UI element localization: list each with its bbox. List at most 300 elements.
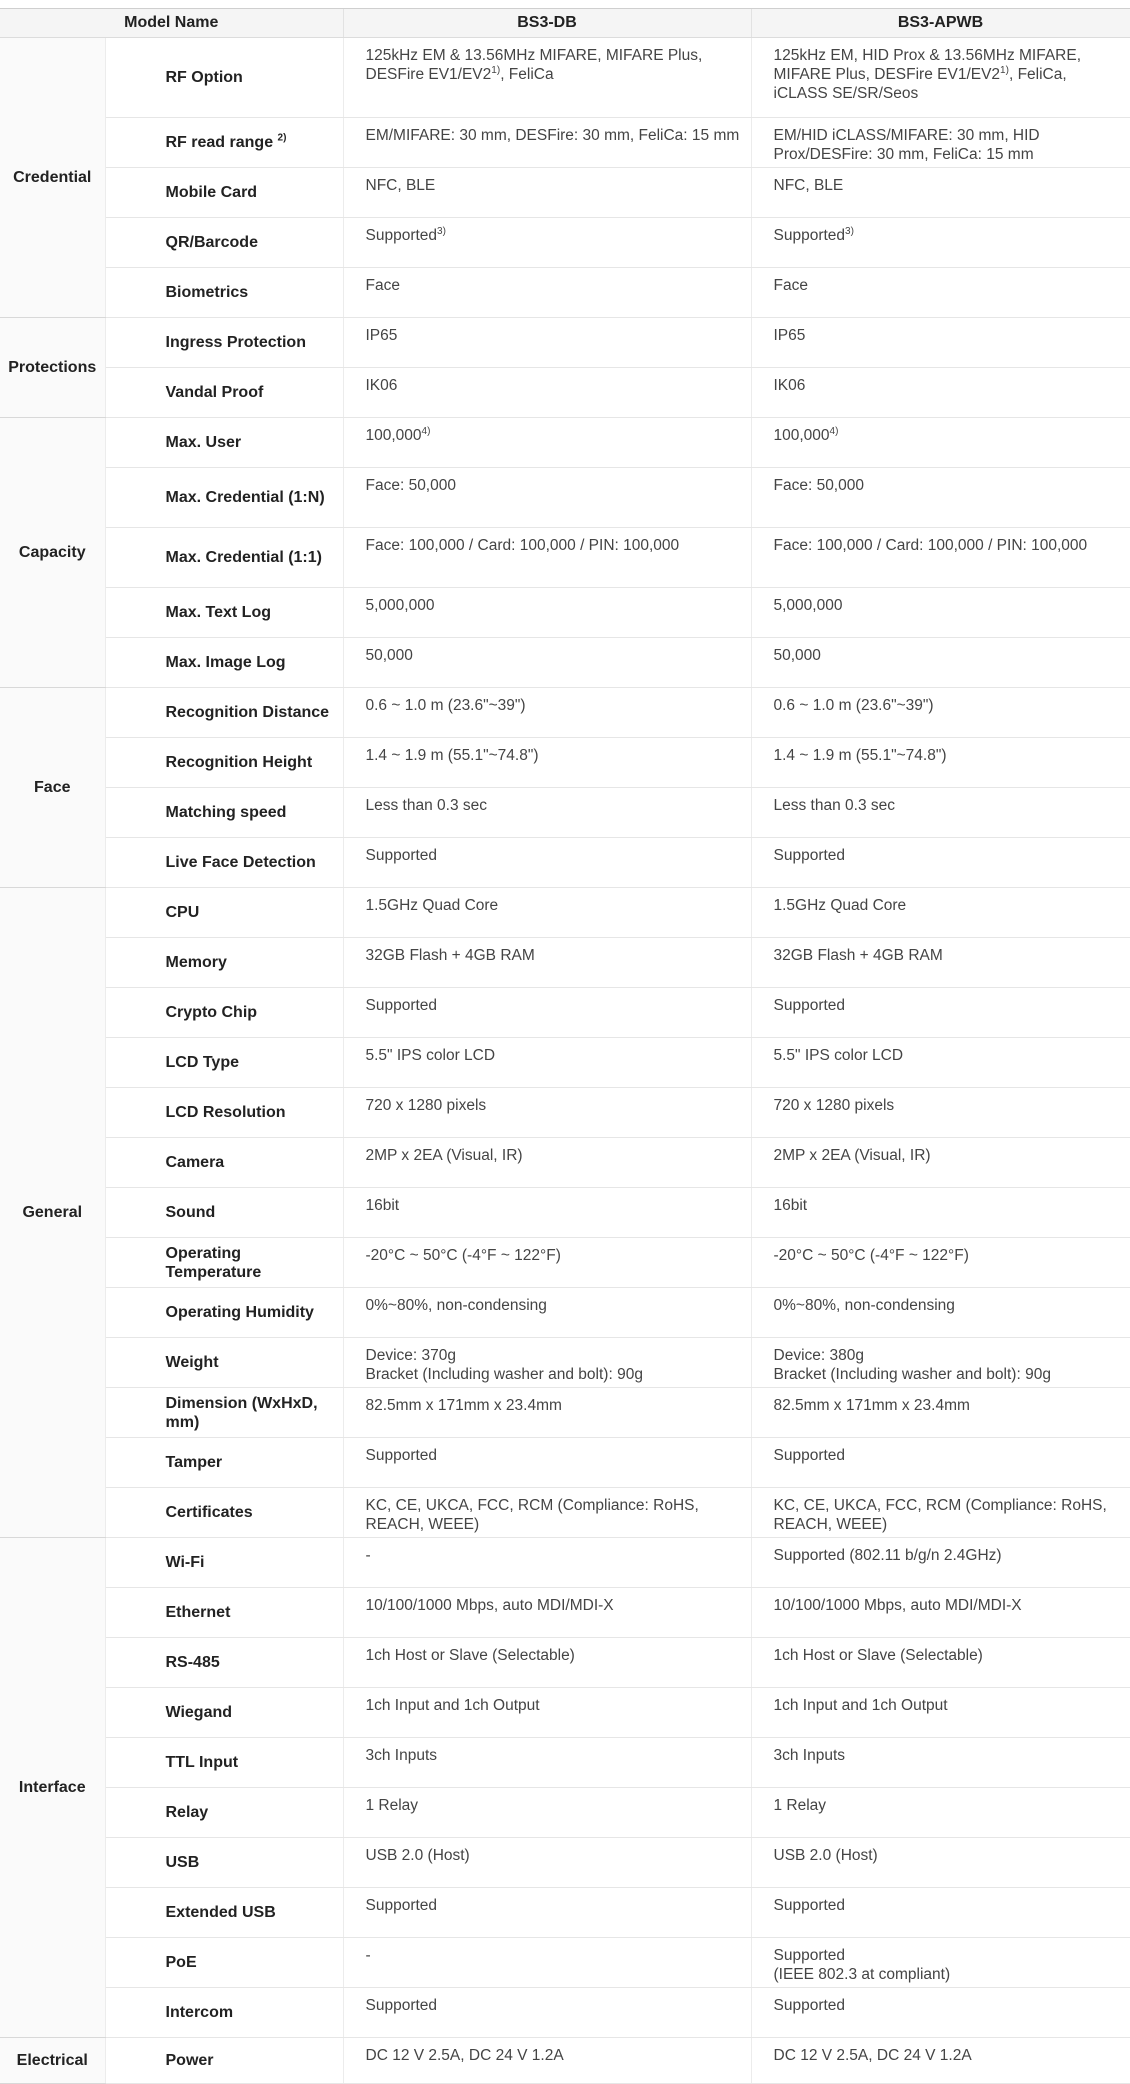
spec-label-text: Live Face Detection bbox=[165, 854, 316, 871]
value-bs3-db bbox=[343, 318, 751, 368]
spec-row-dimension-wxhxd-mm bbox=[0, 1388, 1130, 1438]
value-bs3-apwb bbox=[751, 688, 1130, 738]
value-bs3-apwb bbox=[751, 838, 1130, 888]
value-text: 1ch Input and 1ch Output bbox=[773, 1697, 948, 1714]
spec-label-text: RF read range bbox=[165, 134, 274, 151]
value-text: DC 12 V 2.5A, DC 24 V 1.2A bbox=[365, 2047, 564, 2064]
value-text: 16bit bbox=[773, 1197, 808, 1214]
spec-row-tamper bbox=[0, 1438, 1130, 1488]
spec-row-rf-option bbox=[0, 38, 1130, 118]
value-text: 125kHz EM & 13.56MHz MIFARE, MIFARE Plus, DESFire EV1/EV2 bbox=[365, 47, 703, 83]
value-text: 3ch Inputs bbox=[365, 1747, 438, 1764]
spec-row-relay bbox=[0, 1788, 1130, 1838]
spec-label-text: Ingress Protection bbox=[165, 334, 306, 351]
spec-row-recognition-distance bbox=[0, 688, 1130, 738]
spec-label-text: LCD Resolution bbox=[165, 1104, 286, 1121]
value-text: 1ch Host or Slave (Selectable) bbox=[365, 1647, 575, 1664]
spec-label bbox=[105, 2038, 343, 2084]
value-text: Face: 50,000 bbox=[773, 477, 864, 494]
spec-label bbox=[105, 1088, 343, 1138]
value-text: IK06 bbox=[365, 377, 398, 394]
value-text: Supported bbox=[773, 997, 846, 1014]
spec-row-matching-speed bbox=[0, 788, 1130, 838]
value-bs3-apwb bbox=[751, 1638, 1130, 1688]
value-bs3-apwb bbox=[751, 1838, 1130, 1888]
spec-row-ingress-protection bbox=[0, 318, 1130, 368]
value-bs3-apwb bbox=[751, 1488, 1130, 1538]
spec-label-text: Extended USB bbox=[165, 1904, 276, 1921]
value-text: USB 2.0 (Host) bbox=[773, 1847, 878, 1864]
value-bs3-apwb bbox=[751, 168, 1130, 218]
value-bs3-db bbox=[343, 38, 751, 118]
value-text: 1.5GHz Quad Core bbox=[365, 897, 499, 914]
spec-label bbox=[105, 1938, 343, 1988]
value-text: Less than 0.3 sec bbox=[365, 797, 487, 814]
value-bs3-db bbox=[343, 1238, 751, 1288]
value-bs3-db bbox=[343, 218, 751, 268]
value-text: Supported bbox=[365, 1997, 438, 2014]
value-bs3-db bbox=[343, 1188, 751, 1238]
spec-label bbox=[105, 1538, 343, 1588]
category-protections: Protections bbox=[0, 318, 105, 418]
spec-label-text: Max. Image Log bbox=[165, 654, 286, 671]
spec-label-text: Operating Humidity bbox=[165, 1304, 314, 1321]
spec-row-weight bbox=[0, 1338, 1130, 1388]
value-text: 2MP x 2EA (Visual, IR) bbox=[773, 1147, 931, 1164]
spec-label-text: Recognition Distance bbox=[165, 704, 330, 721]
top-spacer bbox=[0, 0, 1130, 9]
spec-row-lcd-resolution bbox=[0, 1088, 1130, 1138]
value-text: 82.5mm x 171mm x 23.4mm bbox=[773, 1397, 970, 1414]
spec-label-text: Max. Text Log bbox=[165, 604, 271, 621]
value-text: Face bbox=[365, 277, 400, 294]
spec-row-power bbox=[0, 2038, 1130, 2084]
value-bs3-apwb bbox=[751, 1288, 1130, 1338]
value-text: - bbox=[365, 1947, 371, 1964]
value-text: USB 2.0 (Host) bbox=[365, 1847, 470, 1864]
value-text: Supported bbox=[773, 1897, 846, 1914]
value-text: 100,000 bbox=[773, 427, 830, 444]
value-bs3-apwb bbox=[751, 1238, 1130, 1288]
value-bs3-db bbox=[343, 118, 751, 168]
value-text: IK06 bbox=[773, 377, 806, 394]
spec-label-text: PoE bbox=[165, 1954, 197, 1971]
spec-label bbox=[105, 268, 343, 318]
spec-label-text: Dimension (WxHxD, mm) bbox=[165, 1394, 318, 1431]
value-bs3-db bbox=[343, 468, 751, 528]
spec-label bbox=[105, 1638, 343, 1688]
spec-label bbox=[105, 1588, 343, 1638]
value-bs3-db bbox=[343, 1588, 751, 1638]
spec-label bbox=[105, 1188, 343, 1238]
value-bs3-apwb bbox=[751, 1338, 1130, 1388]
value-text: 720 x 1280 pixels bbox=[773, 1097, 895, 1114]
spec-label-text: QR/Barcode bbox=[165, 234, 258, 251]
spec-label bbox=[105, 688, 343, 738]
value-bs3-db bbox=[343, 1938, 751, 1988]
value-bs3-apwb bbox=[751, 218, 1130, 268]
spec-label bbox=[105, 1788, 343, 1838]
spec-row-wiegand bbox=[0, 1688, 1130, 1738]
value-bs3-apwb bbox=[751, 1138, 1130, 1188]
spec-row-extended-usb bbox=[0, 1888, 1130, 1938]
value-bs3-apwb bbox=[751, 1588, 1130, 1638]
value-bs3-db bbox=[343, 1738, 751, 1788]
spec-label bbox=[105, 468, 343, 528]
value-bs3-apwb bbox=[751, 528, 1130, 588]
value-text: 82.5mm x 171mm x 23.4mm bbox=[365, 1397, 562, 1414]
value-text: Face bbox=[773, 277, 808, 294]
value-text: Supported bbox=[365, 997, 438, 1014]
spec-label bbox=[105, 988, 343, 1038]
value-text: 1ch Input and 1ch Output bbox=[365, 1697, 540, 1714]
value-text: Supported bbox=[365, 1447, 438, 1464]
spec-label bbox=[105, 118, 343, 168]
spec-label bbox=[105, 418, 343, 468]
value-text: NFC, BLE bbox=[365, 177, 436, 194]
value-bs3-apwb bbox=[751, 988, 1130, 1038]
spec-label bbox=[105, 588, 343, 638]
table-header-row bbox=[0, 9, 1130, 38]
value-bs3-db bbox=[343, 1038, 751, 1088]
spec-row-rs-485 bbox=[0, 1638, 1130, 1688]
value-text: 3ch Inputs bbox=[773, 1747, 846, 1764]
spec-row-ttl-input bbox=[0, 1738, 1130, 1788]
value-bs3-db bbox=[343, 1788, 751, 1838]
value-text: 50,000 bbox=[365, 647, 413, 664]
value-bs3-apwb bbox=[751, 1438, 1130, 1488]
category-general: General bbox=[0, 888, 105, 1538]
value-bs3-apwb bbox=[751, 638, 1130, 688]
spec-label bbox=[105, 638, 343, 688]
spec-row-max-credential-1-n bbox=[0, 468, 1130, 528]
category-credential: Credential bbox=[0, 38, 105, 318]
spec-label-text: Camera bbox=[165, 1154, 225, 1171]
spec-label-text: RS-485 bbox=[165, 1654, 220, 1671]
spec-label-text: Crypto Chip bbox=[165, 1004, 258, 1021]
value-text: Supported bbox=[365, 1897, 438, 1914]
spec-label bbox=[105, 788, 343, 838]
value-text: EM/MIFARE: 30 mm, DESFire: 30 mm, FeliCa: 15 mm bbox=[365, 127, 740, 144]
value-text: KC, CE, UKCA, FCC, RCM (Compliance: RoHS, REACH, WEEE) bbox=[365, 1497, 699, 1533]
value-text: 5,000,000 bbox=[773, 597, 843, 614]
model-bs3-apwb-header: BS3-APWB bbox=[751, 9, 1130, 38]
footnote-ref: 4) bbox=[829, 425, 839, 437]
value-text: 1.4 ~ 1.9 m (55.1"~74.8") bbox=[365, 747, 539, 764]
spec-row-rf-read-range bbox=[0, 118, 1130, 168]
spec-label-text: Max. User bbox=[165, 434, 242, 451]
footnote-ref: 3) bbox=[437, 225, 446, 237]
value-text: 125kHz EM, HID Prox & 13.56MHz MIFARE, MIFARE Plus, DESFire EV1/EV2 bbox=[773, 47, 1082, 83]
value-text: 32GB Flash + 4GB RAM bbox=[365, 947, 535, 964]
value-text: 1 Relay bbox=[773, 1797, 827, 1814]
value-text: IP65 bbox=[365, 327, 398, 344]
value-text: 1.4 ~ 1.9 m (55.1"~74.8") bbox=[773, 747, 947, 764]
value-text: Face: 100,000 / Card: 100,000 / PIN: 100,000 bbox=[773, 537, 1088, 554]
value-bs3-db bbox=[343, 888, 751, 938]
spec-label-text: RF Option bbox=[165, 69, 243, 86]
spec-label-text: Intercom bbox=[165, 2004, 234, 2021]
spec-label bbox=[105, 218, 343, 268]
footnote-ref: 2) bbox=[277, 132, 287, 144]
value-bs3-apwb bbox=[751, 118, 1130, 168]
spec-label bbox=[105, 1038, 343, 1088]
spec-label bbox=[105, 1888, 343, 1938]
spec-row-lcd-type bbox=[0, 1038, 1130, 1088]
value-text: Supported bbox=[773, 227, 846, 244]
spec-row-sound bbox=[0, 1188, 1130, 1238]
value-bs3-apwb bbox=[751, 738, 1130, 788]
value-bs3-db bbox=[343, 1988, 751, 2038]
spec-label bbox=[105, 1688, 343, 1738]
spec-label bbox=[105, 888, 343, 938]
value-text-suffix: , FeliCa bbox=[500, 66, 554, 83]
spec-label-text: Certificates bbox=[165, 1504, 253, 1521]
spec-label bbox=[105, 1738, 343, 1788]
spec-label bbox=[105, 1988, 343, 2038]
value-bs3-apwb bbox=[751, 588, 1130, 638]
value-bs3-apwb bbox=[751, 38, 1130, 118]
value-text: Device: 380g Bracket (Including washer and bolt): 90g bbox=[773, 1347, 1051, 1383]
value-text: 0%~80%, non-condensing bbox=[773, 1297, 955, 1314]
spec-label-text: Power bbox=[165, 2052, 214, 2069]
spec-label bbox=[105, 168, 343, 218]
value-text: 1.5GHz Quad Core bbox=[773, 897, 907, 914]
value-text: Supported bbox=[773, 1997, 846, 2014]
spec-table bbox=[0, 9, 1130, 2084]
value-text: EM/HID iCLASS/MIFARE: 30 mm, HID Prox/DESFire: 30 mm, FeliCa: 15 mm bbox=[773, 127, 1040, 163]
spec-row-certificates bbox=[0, 1488, 1130, 1538]
value-bs3-db bbox=[343, 1888, 751, 1938]
footnote-ref: 1) bbox=[1000, 64, 1009, 76]
value-bs3-db bbox=[343, 838, 751, 888]
value-text: 5.5" IPS color LCD bbox=[365, 1047, 496, 1064]
value-bs3-db bbox=[343, 1688, 751, 1738]
value-bs3-apwb bbox=[751, 1088, 1130, 1138]
value-text: NFC, BLE bbox=[773, 177, 844, 194]
value-text: Supported bbox=[365, 847, 438, 864]
spec-label-text: LCD Type bbox=[165, 1054, 239, 1071]
spec-label-text: CPU bbox=[165, 904, 200, 921]
value-text: 10/100/1000 Mbps, auto MDI/MDI-X bbox=[773, 1597, 1022, 1614]
spec-label bbox=[105, 838, 343, 888]
spec-label bbox=[105, 1238, 343, 1288]
category-capacity: Capacity bbox=[0, 418, 105, 688]
spec-row-operating-humidity bbox=[0, 1288, 1130, 1338]
spec-row-cpu bbox=[0, 888, 1130, 938]
spec-row-camera bbox=[0, 1138, 1130, 1188]
spec-label-text: Relay bbox=[165, 1804, 209, 1821]
spec-row-live-face-detection bbox=[0, 838, 1130, 888]
spec-row-crypto-chip bbox=[0, 988, 1130, 1038]
value-bs3-apwb bbox=[751, 1688, 1130, 1738]
value-text: Device: 370g Bracket (Including washer and bolt): 90g bbox=[365, 1347, 643, 1383]
value-bs3-apwb bbox=[751, 1888, 1130, 1938]
value-bs3-apwb bbox=[751, 1188, 1130, 1238]
spec-row-poe bbox=[0, 1938, 1130, 1988]
value-text: 0%~80%, non-condensing bbox=[365, 1297, 547, 1314]
value-text: 0.6 ~ 1.0 m (23.6"~39") bbox=[365, 697, 526, 714]
spec-label-text: Wi-Fi bbox=[165, 1554, 205, 1571]
value-bs3-apwb bbox=[751, 788, 1130, 838]
spec-row-mobile-card bbox=[0, 168, 1130, 218]
value-bs3-apwb bbox=[751, 1738, 1130, 1788]
value-bs3-apwb bbox=[751, 368, 1130, 418]
value-bs3-db bbox=[343, 1138, 751, 1188]
value-bs3-db bbox=[343, 1288, 751, 1338]
value-text: - bbox=[365, 1547, 371, 1564]
spec-row-max-user bbox=[0, 418, 1130, 468]
spec-label-text: Vandal Proof bbox=[165, 384, 264, 401]
value-bs3-apwb bbox=[751, 1038, 1130, 1088]
spec-row-max-credential-1-1 bbox=[0, 528, 1130, 588]
spec-row-ethernet bbox=[0, 1588, 1130, 1638]
model-bs3-db-header: BS3-DB bbox=[343, 9, 751, 38]
value-bs3-db bbox=[343, 418, 751, 468]
value-bs3-apwb bbox=[751, 1938, 1130, 1988]
spec-label bbox=[105, 1438, 343, 1488]
spec-row-intercom bbox=[0, 1988, 1130, 2038]
value-bs3-db bbox=[343, 738, 751, 788]
spec-label-text: USB bbox=[165, 1854, 200, 1871]
spec-label-text: Biometrics bbox=[165, 284, 249, 301]
spec-label-text: Wiegand bbox=[165, 1704, 233, 1721]
spec-label bbox=[105, 368, 343, 418]
value-text: 5.5" IPS color LCD bbox=[773, 1047, 904, 1064]
spec-label-text: Sound bbox=[165, 1204, 216, 1221]
spec-row-recognition-height bbox=[0, 738, 1130, 788]
value-bs3-apwb bbox=[751, 418, 1130, 468]
spec-label-text: Operating Temperature bbox=[165, 1244, 262, 1281]
spec-label-text: Mobile Card bbox=[165, 184, 258, 201]
value-text: 32GB Flash + 4GB RAM bbox=[773, 947, 943, 964]
spec-label bbox=[105, 1488, 343, 1538]
value-bs3-apwb bbox=[751, 1538, 1130, 1588]
value-bs3-apwb bbox=[751, 468, 1130, 528]
value-bs3-db bbox=[343, 938, 751, 988]
spec-row-usb bbox=[0, 1838, 1130, 1888]
spec-label bbox=[105, 38, 343, 118]
value-bs3-db bbox=[343, 268, 751, 318]
value-text-suffix: , FeliCa, iCLASS SE/SR/Seos bbox=[773, 66, 1067, 102]
spec-row-vandal-proof bbox=[0, 368, 1130, 418]
value-bs3-db bbox=[343, 638, 751, 688]
spec-label bbox=[105, 1138, 343, 1188]
value-bs3-db bbox=[343, 988, 751, 1038]
value-text: DC 12 V 2.5A, DC 24 V 1.2A bbox=[773, 2047, 972, 2064]
value-bs3-apwb bbox=[751, 1988, 1130, 2038]
value-text: 50,000 bbox=[773, 647, 821, 664]
spec-label bbox=[105, 738, 343, 788]
value-text: Face: 50,000 bbox=[365, 477, 456, 494]
value-text: IP65 bbox=[773, 327, 806, 344]
value-bs3-db bbox=[343, 1088, 751, 1138]
spec-label-text: Weight bbox=[165, 1354, 219, 1371]
value-bs3-apwb bbox=[751, 888, 1130, 938]
value-text: 1 Relay bbox=[365, 1797, 419, 1814]
value-bs3-apwb bbox=[751, 1788, 1130, 1838]
value-bs3-apwb bbox=[751, 318, 1130, 368]
value-text: 1ch Host or Slave (Selectable) bbox=[773, 1647, 983, 1664]
value-text: 16bit bbox=[365, 1197, 400, 1214]
spec-label bbox=[105, 1288, 343, 1338]
spec-label-text: Memory bbox=[165, 954, 227, 971]
category-face: Face bbox=[0, 688, 105, 888]
value-bs3-apwb bbox=[751, 938, 1130, 988]
value-bs3-db bbox=[343, 1338, 751, 1388]
value-text: Supported bbox=[773, 1447, 846, 1464]
value-bs3-apwb bbox=[751, 2038, 1130, 2084]
value-bs3-db bbox=[343, 1438, 751, 1488]
spec-row-max-text-log bbox=[0, 588, 1130, 638]
value-bs3-db bbox=[343, 1388, 751, 1438]
spec-row-memory bbox=[0, 938, 1130, 988]
footnote-ref: 1) bbox=[491, 64, 501, 76]
value-bs3-db bbox=[343, 588, 751, 638]
value-text: 0.6 ~ 1.0 m (23.6"~39") bbox=[773, 697, 934, 714]
value-bs3-db bbox=[343, 688, 751, 738]
spec-row-operating-temperature bbox=[0, 1238, 1130, 1288]
value-text: Supported bbox=[773, 847, 846, 864]
spec-label-text: TTL Input bbox=[165, 1754, 239, 1771]
spec-row-qr-barcode bbox=[0, 218, 1130, 268]
value-text: -20°C ~ 50°C (-4°F ~ 122°F) bbox=[773, 1247, 969, 1264]
spec-label-text: Ethernet bbox=[165, 1604, 231, 1621]
value-bs3-db bbox=[343, 368, 751, 418]
value-text: Face: 100,000 / Card: 100,000 / PIN: 100,000 bbox=[365, 537, 680, 554]
spec-label bbox=[105, 1388, 343, 1438]
footnote-ref: 4) bbox=[421, 425, 431, 437]
value-bs3-db bbox=[343, 1538, 751, 1588]
value-text: 5,000,000 bbox=[365, 597, 435, 614]
value-bs3-db bbox=[343, 528, 751, 588]
spec-label-text: Max. Credential (1:N) bbox=[165, 489, 325, 506]
value-text: 100,000 bbox=[365, 427, 422, 444]
value-text: 720 x 1280 pixels bbox=[365, 1097, 487, 1114]
spec-label bbox=[105, 528, 343, 588]
value-bs3-db bbox=[343, 1838, 751, 1888]
spec-label bbox=[105, 1838, 343, 1888]
spec-label bbox=[105, 1338, 343, 1388]
value-text: Supported (802.11 b/g/n 2.4GHz) bbox=[773, 1547, 1002, 1564]
value-bs3-db bbox=[343, 1488, 751, 1538]
spec-label-text: Recognition Height bbox=[165, 754, 313, 771]
value-bs3-apwb bbox=[751, 1388, 1130, 1438]
spec-table-body bbox=[0, 38, 1130, 2084]
spec-label bbox=[105, 938, 343, 988]
footnote-ref: 3) bbox=[845, 225, 854, 237]
spec-row-biometrics bbox=[0, 268, 1130, 318]
spec-label bbox=[105, 318, 343, 368]
value-text: -20°C ~ 50°C (-4°F ~ 122°F) bbox=[365, 1247, 561, 1264]
spec-label-text: Tamper bbox=[165, 1454, 223, 1471]
value-text: Less than 0.3 sec bbox=[773, 797, 895, 814]
spec-row-wi-fi bbox=[0, 1538, 1130, 1588]
value-bs3-apwb bbox=[751, 268, 1130, 318]
value-text: 10/100/1000 Mbps, auto MDI/MDI-X bbox=[365, 1597, 614, 1614]
value-bs3-db bbox=[343, 168, 751, 218]
value-text: 2MP x 2EA (Visual, IR) bbox=[365, 1147, 523, 1164]
value-text: KC, CE, UKCA, FCC, RCM (Compliance: RoHS, REACH, WEEE) bbox=[773, 1497, 1107, 1533]
value-text: Supported bbox=[365, 227, 438, 244]
category-electrical: Electrical bbox=[0, 2038, 105, 2084]
model-name-header: Model Name bbox=[0, 9, 343, 38]
value-text: Supported (IEEE 802.3 at compliant) bbox=[773, 1947, 951, 1983]
category-interface: Interface bbox=[0, 1538, 105, 2038]
value-bs3-db bbox=[343, 1638, 751, 1688]
spec-row-max-image-log bbox=[0, 638, 1130, 688]
value-bs3-db bbox=[343, 2038, 751, 2084]
